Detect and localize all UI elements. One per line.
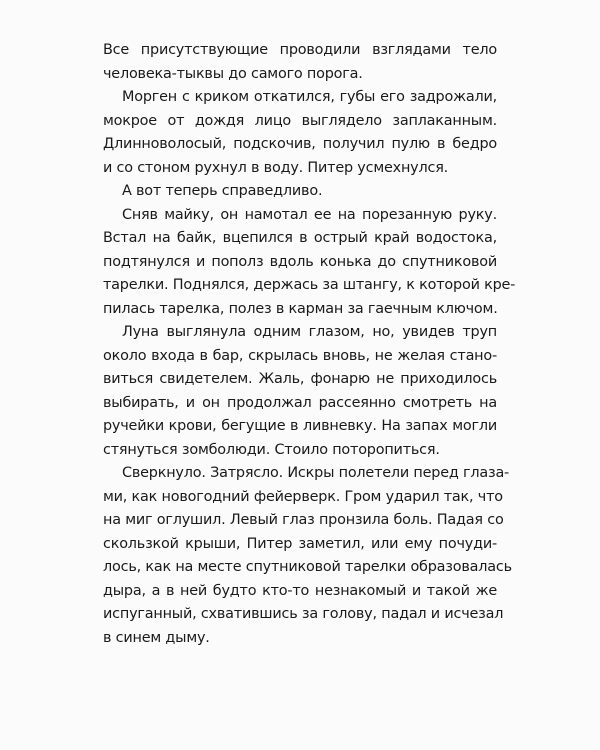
text-line: ручейки крови, бегущие в ливневку. На запах могли [103, 418, 497, 434]
text-line: в синем дыму. [103, 629, 210, 646]
paragraph-4 [103, 204, 516, 322]
text-line: Сняв майку, он намотал ее на порезанную руку. [122, 206, 497, 223]
paragraph-2 [103, 86, 497, 180]
text-line: мокрое от дождя лицо выглядело заплаканным. [103, 112, 497, 129]
text-line: Все присутствующие проводили взглядами тело [103, 42, 497, 58]
paragraph-1 [103, 39, 497, 86]
text-line: пилась тарелка, полез в карман за гаечным ключом. [103, 300, 498, 317]
text-line: скользкой крыши, Питер заметил, или ему почуди- [103, 535, 497, 552]
paragraph-3 [103, 180, 497, 204]
text-line: подтянулся и пополз вдоль конька до спутниковой [103, 253, 497, 270]
paragraph-5 [103, 321, 497, 462]
text-line: ми, как новогодний фейерверк. Гром ударил так, что [103, 488, 503, 505]
text-line: Сверкнуло. Затрясло. Искры полетели перед глаза- [122, 465, 510, 481]
text-line: испуганный, схватившись за голову, падал и исчезал [103, 606, 504, 622]
text-line: Длинноволосый, подскочив, получил пулю в бедро [103, 136, 497, 152]
text-line: выбирать, и он продолжал рассеянно смотреть на [103, 394, 497, 411]
text-line: человека-тыквы до самого порога. [103, 65, 363, 82]
text-line: А вот теперь справедливо. [122, 183, 323, 199]
text-line: и со стоном рухнул в воду. Питер усмехнулся. [103, 159, 449, 176]
text-line: Встал на байк, вцепился в острый край водостока, [103, 230, 497, 246]
text-line: дыра, а в ней будто кто-то незнакомый и такой же [103, 582, 497, 599]
paragraph-6 [103, 462, 512, 650]
text-line: лось, как на месте спутниковой тарелки образовалась [103, 559, 512, 575]
text-line: Морген с криком откатился, губы его задрожали, [122, 89, 497, 105]
text-line: Луна выглянула одним глазом, но, увидев труп [122, 324, 497, 340]
text-line: тарелки. Поднялся, держась за штангу, к которой кре- [103, 277, 516, 293]
text-line: около входа в бар, скрылась вновь, не желая стано- [103, 347, 497, 364]
text-line: на миг оглушил. Левый глаз пронзила боль. Падая со [103, 512, 504, 528]
text-line: стянуться зомболюди. Стоило поторопиться. [103, 441, 440, 458]
text-line: виться свидетелем. Жаль, фонарю не приходилось [103, 371, 497, 387]
page-text [103, 39, 516, 650]
